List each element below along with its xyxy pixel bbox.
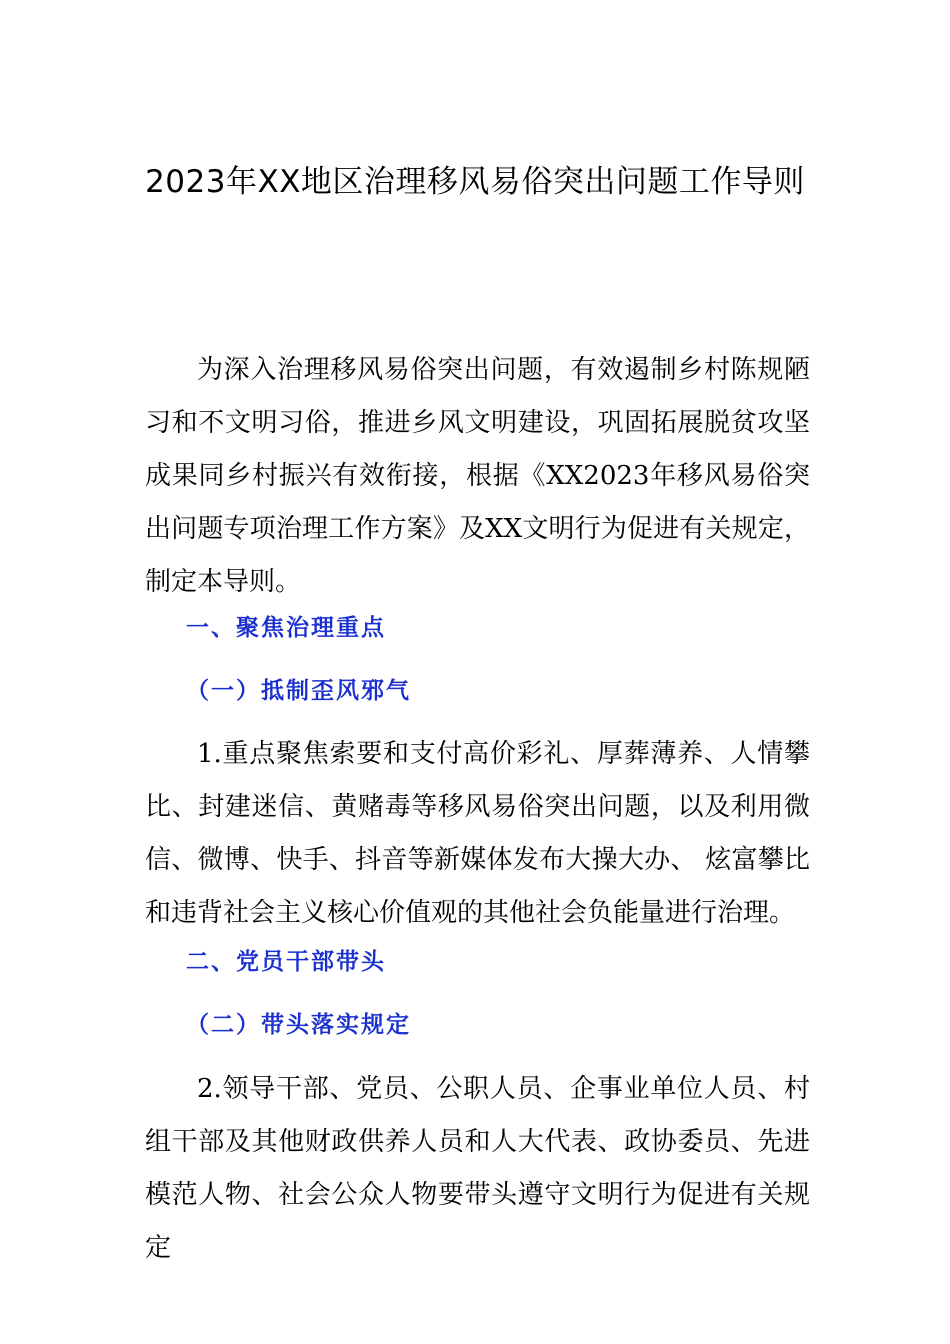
item-paragraph-2: 2.领导干部、党员、公职人员、企事业单位人员、村组干部及其他财政供养人员和人大代表、政协委员、先进模范人物、社会公众人物要带头遵守文明行为促进有关规定: [145, 1074, 810, 1263]
sub-heading-1: （一）抵制歪风邪气: [186, 677, 411, 704]
sub-heading-2: （二）带头落实规定: [186, 1011, 411, 1038]
item-paragraph-1: 1.重点聚焦索要和支付高价彩礼、厚葬薄养、人情攀比、封建迷信、黄赌毒等移风易俗突出问题，以及利用微信、微博、快手、抖音等新媒体发布大操大办、 炫富攀比和违背社会主义核心价值观的其他社会负能量进行治理。: [145, 739, 810, 928]
intro-paragraph: 为深入治理移风易俗突出问题，有效遏制乡村陈规陋习和不文明习俗，推进乡风文明建设，巩固拓展脱贫攻坚成果同乡村振兴有效衔接，根据《XX2023年移风易俗突出问题专项治理工作方案》及XX文明行为促进有关规定，制定本导则。: [145, 355, 810, 597]
section-heading-1: 一、聚焦治理重点: [186, 614, 386, 641]
section-heading-2: 二、党员干部带头: [186, 948, 386, 975]
document-title: 2023年XX地区治理移风易俗突出问题工作导则: [145, 164, 805, 200]
